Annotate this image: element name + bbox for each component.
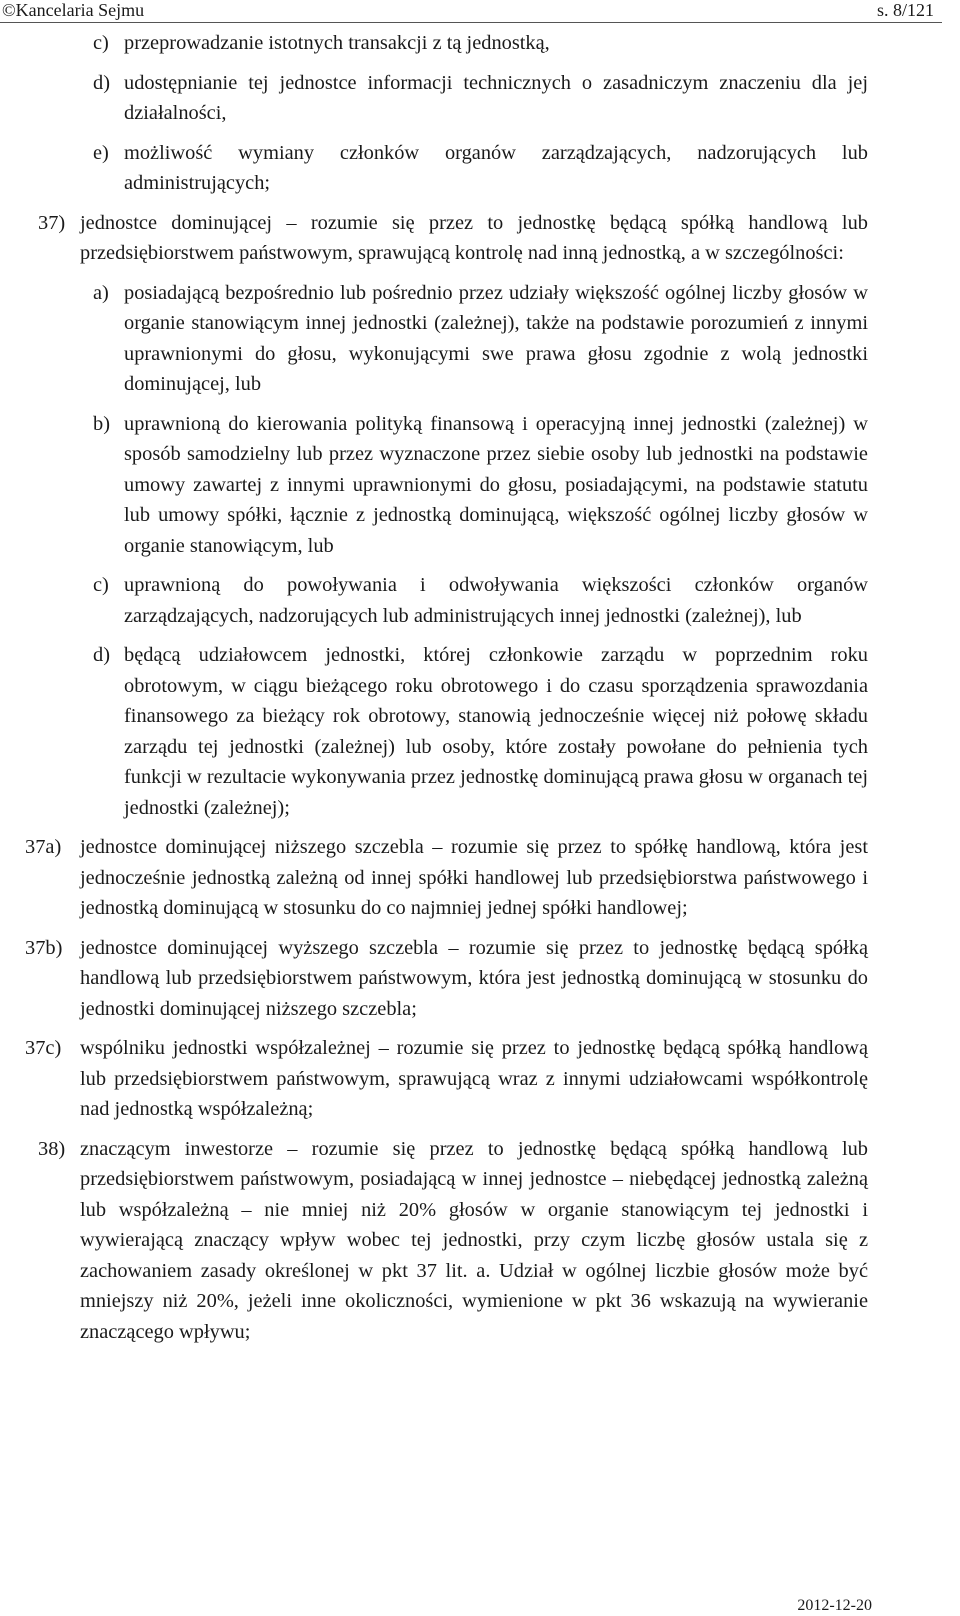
list-item: [0, 138, 960, 199]
item-label: b): [93, 412, 110, 435]
item-text: uprawnioną do kierowania polityką finansową i operacyjną innej jednostki (zależnej) w sposób samodzielny lub przez wyznaczone przez siebie osoby lub jednostki na podstawie umowy zawartej z innymi uprawnionymi do głosu, posiadającymi, na podstawie statutu lub umowy spółki, łącznie z jednostką dominującą, większość ogólnej liczby głosów w organie stanowiącym, lub: [124, 412, 868, 557]
item-text: posiadającą bezpośrednio lub pośrednio przez udziały większość ogólnej liczby głosów w organie stanowiącym innej jednostki (zależnej), także na podstawie porozumień z innymi uprawnionymi do głosu, wykonującymi swe prawa głosu zgodnie z wolą jednostki dominującej, lub: [124, 281, 868, 395]
header-rule: [0, 22, 942, 23]
item-text: jednostce dominującej wyższego szczebla – rozumie się przez to jednostkę będącą spółką handlową lub przedsiębiorstwem państwowym, która jest jednostką dominującą w stosunku do jednostki dominującej niższego szczebla;: [80, 936, 868, 1020]
list-item: [0, 409, 960, 562]
item-label: d): [93, 644, 110, 666]
item-text: jednostce dominującej – rozumie się przez to jednostkę będącą spółką handlową lub przedsiębiorstwem państwowym, sprawującą kontrolę nad inną jednostką, a w szczególności:: [80, 211, 868, 264]
item-text: znaczącym inwestorze – rozumie się przez to jednostkę będącą spółką handlową lub przedsiębiorstwem państwowym, posiadającą w innej jednostce – niebędącej jednostką zależną lub współzależną – nie mniej niż 20% głosów w organie stanowiącym tej jednostki i wywierającą znaczący wpływ wobec tej jednostki, przy czym liczbę głosów ustala się z zachowaniem zasady określonej w pkt 37 lit. a. Udział w ogólnej liczbie głosów może być mniejszy niż 20%, jeżeli inne okoliczności, wymienione w pkt 36 wskazują na wywieranie znaczącego wpływu;: [80, 1137, 868, 1343]
item-label: c): [93, 574, 109, 596]
page-number: s. 8/121: [876, 0, 934, 20]
list-item: [0, 28, 960, 59]
document-body: [0, 28, 960, 1347]
definition-item: [0, 1134, 960, 1348]
footer-date: 2012-12-20: [797, 1597, 872, 1614]
page-footer: [797, 1597, 872, 1615]
definition-item: [0, 933, 960, 1025]
item-text: będącą udziałowcem jednostki, której członkowie zarządu w poprzednim roku obrotowym, w ciągu bieżącego roku obrotowego i do czasu sporządzenia sprawozdania finansowego za bieżący rok obrotowy, stanowią jednocześnie więcej niż połowę składu zarządu tej jednostki (zależnej) lub osoby, które zostały powołane do pełnienia tych funkcji w rezultacie wykonywania przez jednostkę dominującą prawa głosu w organach tej jednostki (zależnej);: [124, 644, 868, 819]
definition-item: [0, 832, 960, 924]
definition-item: [0, 208, 960, 269]
item-label: 38): [38, 1137, 66, 1160]
definition-item: [0, 1033, 960, 1125]
item-text: uprawnioną do powoływania i odwoływania większości członków organów zarządzających, nadzorujących lub administrujących innej jednostki (zależnej), lub: [124, 574, 868, 627]
item-text: jednostce dominującej niższego szczebla – rozumie się przez to spółkę handlową, która jest jednocześnie jednostką zależną od innej spółki handlowej lub przedsiębiorstwa państwowego i jednostką dominującą w stosunku do co najmniej jednej spółki handlowej;: [80, 836, 868, 919]
item-label: d): [93, 71, 110, 94]
item-label: a): [93, 281, 109, 304]
item-label: 37c): [25, 1037, 62, 1059]
item-text: wspólniku jednostki współzależnej – rozumie się przez to jednostkę będącą spółką handlową lub przedsiębiorstwem państwowym, sprawującą wraz z innymi udziałowcami współkontrolę nad jednostką współzależną;: [80, 1037, 868, 1120]
list-item: [0, 640, 960, 823]
item-text: przeprowadzanie istotnych transakcji z tą jednostką,: [124, 32, 550, 54]
list-item: [0, 278, 960, 400]
item-label: 37b): [25, 936, 63, 959]
item-text: udostępnianie tej jednostce informacji technicznych o zasadniczym znaczeniu dla jej działalności,: [124, 71, 868, 124]
list-item: [0, 68, 960, 129]
item-label: 37a): [25, 836, 62, 858]
item-label: e): [93, 141, 109, 164]
item-label: 37): [38, 211, 66, 234]
page-header: [0, 0, 960, 24]
list-item: [0, 570, 960, 631]
item-text: możliwość wymiany członków organów zarządzających, nadzorujących lub administrujących;: [124, 141, 868, 194]
source-label: ©Kancelaria Sejmu: [2, 0, 145, 20]
item-label: c): [93, 32, 109, 54]
